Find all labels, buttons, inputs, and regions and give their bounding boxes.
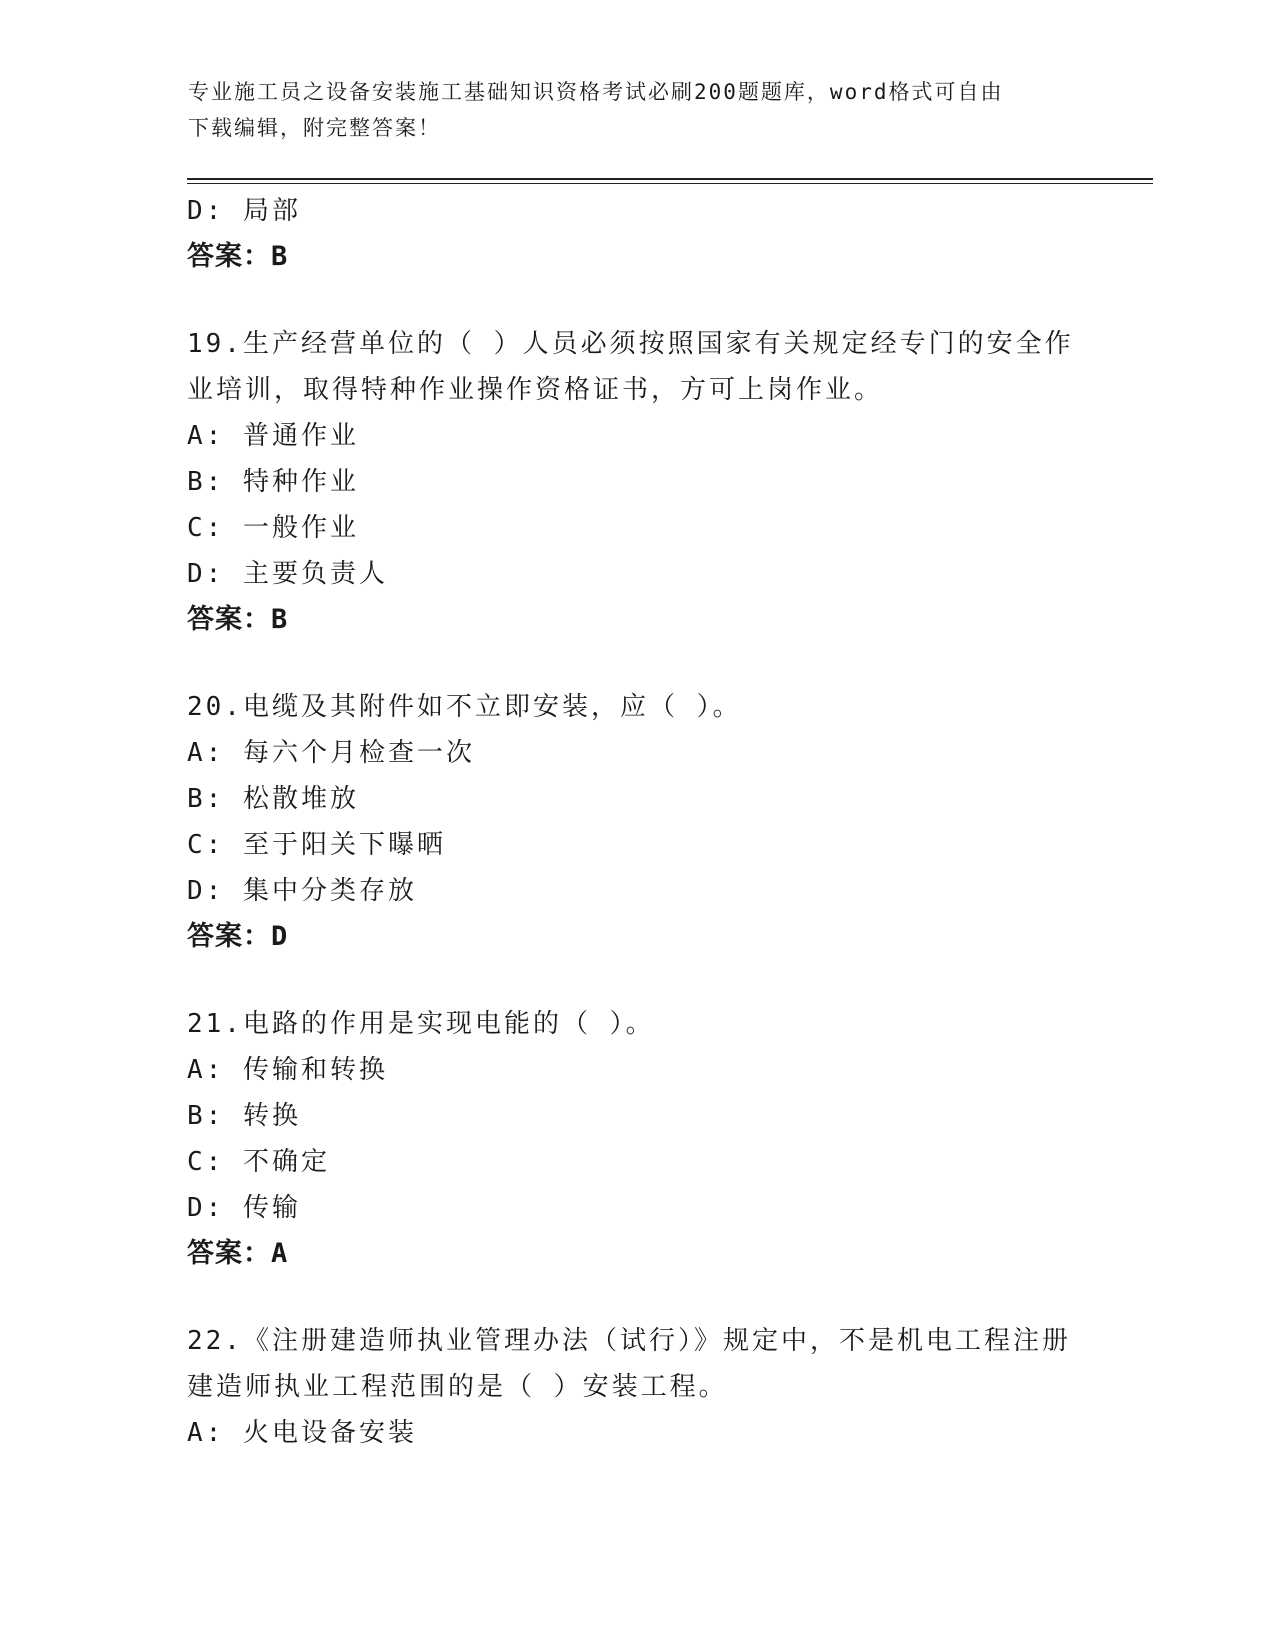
question-19 bbox=[187, 321, 1087, 643]
option-d: D: 集中分类存放 bbox=[187, 876, 417, 906]
previous-question-fragment bbox=[187, 188, 1087, 280]
answer-line: 答案：B bbox=[187, 241, 289, 272]
option-a: A: 每六个月检查一次 bbox=[187, 738, 475, 768]
question-20 bbox=[187, 684, 1087, 960]
document-body bbox=[187, 188, 1087, 1456]
question-text-line: 20.电缆及其附件如不立即安装，应（ ）。 bbox=[187, 692, 742, 722]
question-text-line: 19.生产经营单位的（ ）人员必须按照国家有关规定经专门的安全作 bbox=[187, 329, 1074, 359]
header-line-1: 专业施工员之设备安装施工基础知识资格考试必刷200题题库，word格式可自由 bbox=[188, 80, 1004, 104]
option-d: D: 局部 bbox=[187, 196, 301, 226]
question-text-line: 建造师执业工程范围的是（ ）安装工程。 bbox=[187, 1372, 728, 1402]
option-a: A: 普通作业 bbox=[187, 421, 359, 451]
option-d: D: 主要负责人 bbox=[187, 559, 388, 589]
question-text-line: 22.《注册建造师执业管理办法（试行）》规定中，不是机电工程注册 bbox=[187, 1326, 1071, 1356]
option-c: C: 不确定 bbox=[187, 1147, 330, 1177]
option-a: A: 火电设备安装 bbox=[187, 1418, 417, 1448]
option-b: B: 松散堆放 bbox=[187, 784, 359, 814]
header-line-2: 下载编辑，附完整答案！ bbox=[188, 116, 441, 140]
answer-line: 答案：D bbox=[187, 921, 289, 952]
option-d: D: 传输 bbox=[187, 1193, 301, 1223]
question-text-line: 业培训，取得特种作业操作资格证书，方可上岗作业。 bbox=[187, 375, 884, 405]
question-21 bbox=[187, 1001, 1087, 1277]
option-b: B: 转换 bbox=[187, 1101, 301, 1131]
document-header bbox=[188, 74, 1068, 146]
option-a: A: 传输和转换 bbox=[187, 1055, 388, 1085]
option-c: C: 一般作业 bbox=[187, 513, 359, 543]
answer-line: 答案：B bbox=[187, 604, 289, 635]
header-rule-thick bbox=[187, 178, 1153, 180]
option-c: C: 至于阳关下曝晒 bbox=[187, 830, 446, 860]
header-rule-thin bbox=[187, 183, 1153, 184]
question-22 bbox=[187, 1318, 1087, 1456]
answer-line: 答案：A bbox=[187, 1238, 289, 1269]
question-text-line: 21.电路的作用是实现电能的（ ）。 bbox=[187, 1009, 655, 1039]
option-b: B: 特种作业 bbox=[187, 467, 359, 497]
